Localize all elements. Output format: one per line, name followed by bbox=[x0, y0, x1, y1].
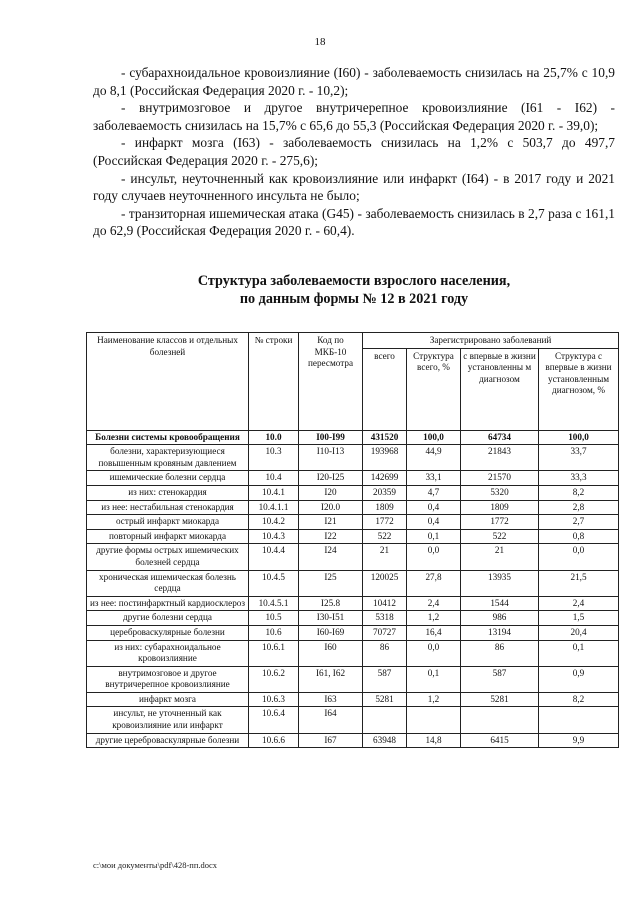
table-header-row bbox=[87, 333, 619, 349]
cell-row-number: 10.4.1.1 bbox=[249, 500, 299, 515]
cell-first-time: 13194 bbox=[461, 625, 539, 640]
header-registered: Зарегистрировано заболеваний bbox=[363, 333, 619, 349]
cell-name: инсульт, не уточненный как кровоизлияние или инфаркт bbox=[87, 707, 249, 733]
cell-row-number: 10.4.3 bbox=[249, 529, 299, 544]
cell-first-time: 13935 bbox=[461, 570, 539, 596]
paragraph: - инфаркт мозга (I63) - заболеваемость снизилась на 1,2% с 503,7 до 497,7 (Российская Федерация 2020 г. - 275,6); bbox=[93, 135, 615, 168]
cell-name: другие цереброваскулярные болезни bbox=[87, 733, 249, 748]
cell-total: 20359 bbox=[363, 485, 407, 500]
header-structure-total: Структура всего, % bbox=[407, 348, 461, 430]
cell-first-time: 1544 bbox=[461, 596, 539, 611]
cell-structure-first: 0,8 bbox=[539, 529, 619, 544]
cell-name: из нее: нестабильная стенокардия bbox=[87, 500, 249, 515]
paragraph: - субарахноидальное кровоизлияние (I60) - заболеваемость снизилась на 25,7% с 10,9 до 8,1 (Российская Федерация 2020 г. - 10,2); bbox=[93, 65, 615, 98]
cell-structure-total: 0,1 bbox=[407, 529, 461, 544]
cell-structure-first: 2,7 bbox=[539, 515, 619, 530]
cell-total: 63948 bbox=[363, 733, 407, 748]
cell-structure-total: 100,0 bbox=[407, 430, 461, 445]
cell-structure-first: 2,4 bbox=[539, 596, 619, 611]
cell-name: Болезни системы кровообращения bbox=[87, 430, 249, 445]
cell-structure-first: 8,2 bbox=[539, 692, 619, 707]
cell-row-number: 10.4.5 bbox=[249, 570, 299, 596]
cell-name: из нее: постинфарктный кардиосклероз bbox=[87, 596, 249, 611]
cell-name: повторный инфаркт миокарда bbox=[87, 529, 249, 544]
cell-structure-total: 0,4 bbox=[407, 515, 461, 530]
paragraph: - транзиторная ишемическая атака (G45) - заболеваемость снизилась в 2,7 раза с 161,1 до 62,9 (Российская Федерация 2020 г. - 60,4). bbox=[93, 205, 615, 239]
table-row bbox=[87, 445, 619, 471]
cell-first-time: 21 bbox=[461, 544, 539, 570]
cell-name: другие формы острых ишемических болезней сердца bbox=[87, 544, 249, 570]
cell-row-number: 10.6 bbox=[249, 625, 299, 640]
table-row bbox=[87, 666, 619, 692]
page-number: 18 bbox=[314, 36, 326, 48]
table-row bbox=[87, 471, 619, 486]
table-row bbox=[87, 640, 619, 666]
cell-structure-first: 8,2 bbox=[539, 485, 619, 500]
cell-first-time: 64734 bbox=[461, 430, 539, 445]
cell-name: острый инфаркт миокарда bbox=[87, 515, 249, 530]
header-row-number: № строки bbox=[249, 333, 299, 431]
cell-structure-first: 33,7 bbox=[539, 445, 619, 471]
cell-structure-first: 20,4 bbox=[539, 625, 619, 640]
cell-row-number: 10.6.4 bbox=[249, 707, 299, 733]
table-title-line2: по данным формы № 12 в 2021 году bbox=[239, 291, 469, 307]
cell-icd-code: I25.8 bbox=[299, 596, 363, 611]
cell-structure-first: 0,0 bbox=[539, 544, 619, 570]
cell-icd-code: I10-I13 bbox=[299, 445, 363, 471]
cell-row-number: 10.6.6 bbox=[249, 733, 299, 748]
cell-structure-total: 33,1 bbox=[407, 471, 461, 486]
cell-row-number: 10.6.3 bbox=[249, 692, 299, 707]
cell-name: хроническая ишемическая болезнь сердца bbox=[87, 570, 249, 596]
cell-name: инфаркт мозга bbox=[87, 692, 249, 707]
cell-row-number: 10.4.2 bbox=[249, 515, 299, 530]
cell-first-time: 1772 bbox=[461, 515, 539, 530]
cell-row-number: 10.4.1 bbox=[249, 485, 299, 500]
cell-row-number: 10.0 bbox=[249, 430, 299, 445]
cell-row-number: 10.3 bbox=[249, 445, 299, 471]
cell-icd-code: I61, I62 bbox=[299, 666, 363, 692]
table-row bbox=[87, 544, 619, 570]
cell-first-time: 5320 bbox=[461, 485, 539, 500]
cell-structure-first: 2,8 bbox=[539, 500, 619, 515]
cell-name: ишемические болезни сердца bbox=[87, 471, 249, 486]
cell-name: цереброваскулярные болезни bbox=[87, 625, 249, 640]
table-row bbox=[87, 515, 619, 530]
cell-first-time: 522 bbox=[461, 529, 539, 544]
cell-total: 1772 bbox=[363, 515, 407, 530]
cell-icd-code: I00-I99 bbox=[299, 430, 363, 445]
header-total: всего bbox=[363, 348, 407, 430]
cell-first-time: 986 bbox=[461, 611, 539, 626]
cell-row-number: 10.4 bbox=[249, 471, 299, 486]
cell-total: 10412 bbox=[363, 596, 407, 611]
cell-structure-total: 27,8 bbox=[407, 570, 461, 596]
cell-structure-total: 44,9 bbox=[407, 445, 461, 471]
cell-first-time: 1809 bbox=[461, 500, 539, 515]
cell-structure-first: 0,9 bbox=[539, 666, 619, 692]
cell-icd-code: I63 bbox=[299, 692, 363, 707]
cell-total: 120025 bbox=[363, 570, 407, 596]
cell-total: 21 bbox=[363, 544, 407, 570]
table-row bbox=[87, 625, 619, 640]
table-row bbox=[87, 596, 619, 611]
table-row bbox=[87, 733, 619, 748]
cell-structure-total: 4,7 bbox=[407, 485, 461, 500]
cell-first-time: 86 bbox=[461, 640, 539, 666]
cell-total bbox=[363, 707, 407, 733]
cell-structure-total: 14,8 bbox=[407, 733, 461, 748]
header-structure-first: Структура с впервые в жизни установленным диагнозом, % bbox=[539, 348, 619, 430]
cell-row-number: 10.4.4 bbox=[249, 544, 299, 570]
cell-icd-code: I20 bbox=[299, 485, 363, 500]
header-name: Наименование классов и отдельных болезней bbox=[87, 333, 249, 431]
cell-row-number: 10.5 bbox=[249, 611, 299, 626]
cell-total: 70727 bbox=[363, 625, 407, 640]
cell-structure-total: 0,0 bbox=[407, 544, 461, 570]
cell-name: из них: стенокардия bbox=[87, 485, 249, 500]
table-title bbox=[93, 272, 615, 308]
cell-icd-code: I24 bbox=[299, 544, 363, 570]
cell-first-time: 21843 bbox=[461, 445, 539, 471]
cell-first-time: 21570 bbox=[461, 471, 539, 486]
table-row bbox=[87, 692, 619, 707]
table-row bbox=[87, 707, 619, 733]
cell-icd-code: I60 bbox=[299, 640, 363, 666]
footer-file-path: c:\мои документы\pdf\428-пп.docx bbox=[93, 860, 218, 870]
cell-total: 1809 bbox=[363, 500, 407, 515]
cell-total: 431520 bbox=[363, 430, 407, 445]
cell-row-number: 10.6.1 bbox=[249, 640, 299, 666]
table-row bbox=[87, 430, 619, 445]
morbidity-table bbox=[86, 332, 619, 748]
cell-icd-code: I21 bbox=[299, 515, 363, 530]
cell-structure-total: 0,1 bbox=[407, 666, 461, 692]
cell-first-time: 587 bbox=[461, 666, 539, 692]
cell-structure-first: 0,1 bbox=[539, 640, 619, 666]
cell-structure-total bbox=[407, 707, 461, 733]
cell-icd-code: I67 bbox=[299, 733, 363, 748]
cell-structure-total: 16,4 bbox=[407, 625, 461, 640]
cell-total: 587 bbox=[363, 666, 407, 692]
cell-structure-first: 9,9 bbox=[539, 733, 619, 748]
cell-total: 86 bbox=[363, 640, 407, 666]
cell-structure-first: 1,5 bbox=[539, 611, 619, 626]
table-row bbox=[87, 570, 619, 596]
cell-icd-code: I25 bbox=[299, 570, 363, 596]
cell-icd-code: I30-I51 bbox=[299, 611, 363, 626]
header-icd-code: Код по МКБ-10 пересмотра bbox=[299, 333, 363, 431]
cell-structure-total: 2,4 bbox=[407, 596, 461, 611]
cell-structure-first: 100,0 bbox=[539, 430, 619, 445]
body-text bbox=[93, 64, 615, 240]
header-first-time: с впервые в жизни установленны м диагнозом bbox=[461, 348, 539, 430]
table-title-line1: Структура заболеваемости взрослого населения, bbox=[197, 273, 511, 289]
cell-first-time: 5281 bbox=[461, 692, 539, 707]
cell-name: внутримозговое и другое внутричерепное кровоизлияние bbox=[87, 666, 249, 692]
cell-total: 193968 bbox=[363, 445, 407, 471]
cell-row-number: 10.6.2 bbox=[249, 666, 299, 692]
cell-structure-first: 21,5 bbox=[539, 570, 619, 596]
cell-structure-first bbox=[539, 707, 619, 733]
cell-icd-code: I22 bbox=[299, 529, 363, 544]
cell-icd-code: I20-I25 bbox=[299, 471, 363, 486]
cell-structure-total: 1,2 bbox=[407, 611, 461, 626]
table-row bbox=[87, 485, 619, 500]
cell-row-number: 10.4.5.1 bbox=[249, 596, 299, 611]
cell-total: 5281 bbox=[363, 692, 407, 707]
cell-icd-code: I20.0 bbox=[299, 500, 363, 515]
cell-structure-total: 0,4 bbox=[407, 500, 461, 515]
cell-first-time bbox=[461, 707, 539, 733]
paragraph: - внутримозговое и другое внутричерепное кровоизлияние (I61 - I62) - заболеваемость снизилась на 15,7% с 65,6 до 55,3 (Российская Федерация 2020 г. - 39,0); bbox=[93, 100, 615, 133]
table-body bbox=[87, 430, 619, 748]
cell-structure-total: 1,2 bbox=[407, 692, 461, 707]
table-row bbox=[87, 529, 619, 544]
table-row bbox=[87, 611, 619, 626]
paragraph: - инсульт, неуточненный как кровоизлияние или инфаркт (I64) - в 2017 году и 2021 году случаев неуточненного инсульта не было; bbox=[93, 170, 615, 204]
cell-total: 522 bbox=[363, 529, 407, 544]
cell-name: другие болезни сердца bbox=[87, 611, 249, 626]
cell-icd-code: I64 bbox=[299, 707, 363, 733]
cell-name: из них: субарахноидальное кровоизлияние bbox=[87, 640, 249, 666]
cell-total: 5318 bbox=[363, 611, 407, 626]
cell-icd-code: I60-I69 bbox=[299, 625, 363, 640]
cell-name: болезни, характеризующиеся повышенным кровяным давлением bbox=[87, 445, 249, 471]
cell-first-time: 6415 bbox=[461, 733, 539, 748]
cell-total: 142699 bbox=[363, 471, 407, 486]
table-row bbox=[87, 500, 619, 515]
cell-structure-total: 0,0 bbox=[407, 640, 461, 666]
cell-structure-first: 33,3 bbox=[539, 471, 619, 486]
